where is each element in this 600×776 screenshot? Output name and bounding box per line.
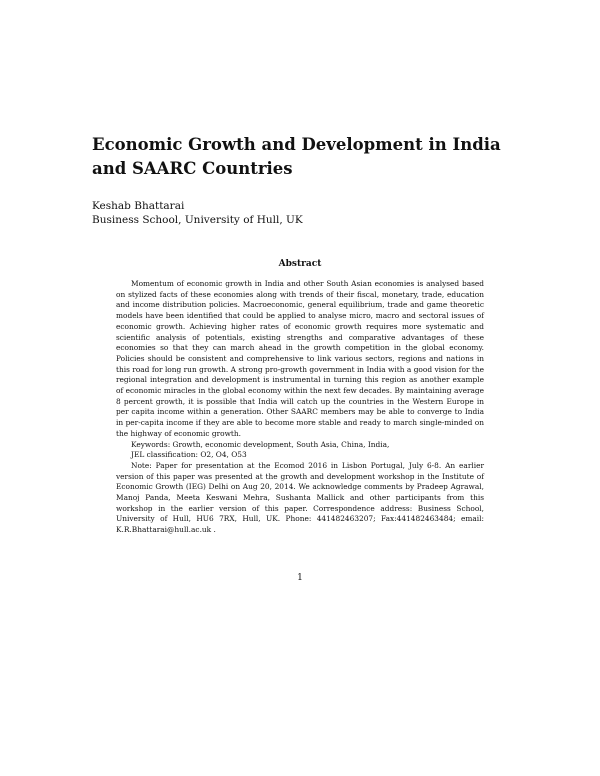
abstract-heading: Abstract <box>278 259 322 269</box>
abstract-text: Momentum of economic growth in India and other South Asian economies is analysed based on stylized facts of these economies along with trends of their fiscal, monetary, trade, education and income distribution policies. Macroeconomic, general equilibrium, trade and game theoretic models have been identified that could be applied to analyse micro, macro and sectoral issues of economic growth. Achieving higher rates of economic growth requires more systematic and scientific analysis of potentials, existing strengths and comparative advantages of these economies so that they can march ahead in the growth competition in the global economy. Policies should be consistent and comprehensive to link various sectors, regions and nations in this road for long run growth. A strong pro-growth government in India with a good vision for the regional integration and development is instrumental in turning this region as another example of economic miracles in the global economy within the next few decades. By maintaining average 8 percent growth, it is possible that India will catch up the countries in the Western Europe in per capita income within a generation. Other SAARC members may be able to converge to India in per-capita income if they are able to become more stable and ready to march single-minded on the highway of economic growth. <box>116 279 484 438</box>
abstract-block <box>116 279 484 536</box>
keywords: Keywords: Growth, economic development, South Asia, China, India, <box>131 439 390 449</box>
paper-title: Economic Growth and Development in India and SAARC Countries <box>92 135 501 178</box>
author-affiliation: Business School, University of Hull, UK <box>92 214 303 226</box>
page-number: 1 <box>297 573 303 583</box>
footnote-note: Note: Paper for presentation at the Ecomod 2016 in Lisbon Portugal, July 6-8. An earlier version of this paper was presented at the growth and development workshop in the Institute of Economic Growth (IEG) Delhi on Aug 20, 2014. We acknowledge comments by Pradeep Agrawal, Manoj Panda, Meeta Keswani Mehra, Sushanta Mallick and other participants from this workshop in the earlier version of this paper. Correspondence address: Business School, University of Hull, HU6 7RX, Hull, UK. Phone: 441482463207; Fax:441482463484; email: K.R.Bhattarai@hull.ac.uk . <box>116 460 484 535</box>
jel-classification: JEL classification: O2, O4, O53 <box>131 450 247 460</box>
author-name: Keshab Bhattarai <box>92 200 185 212</box>
